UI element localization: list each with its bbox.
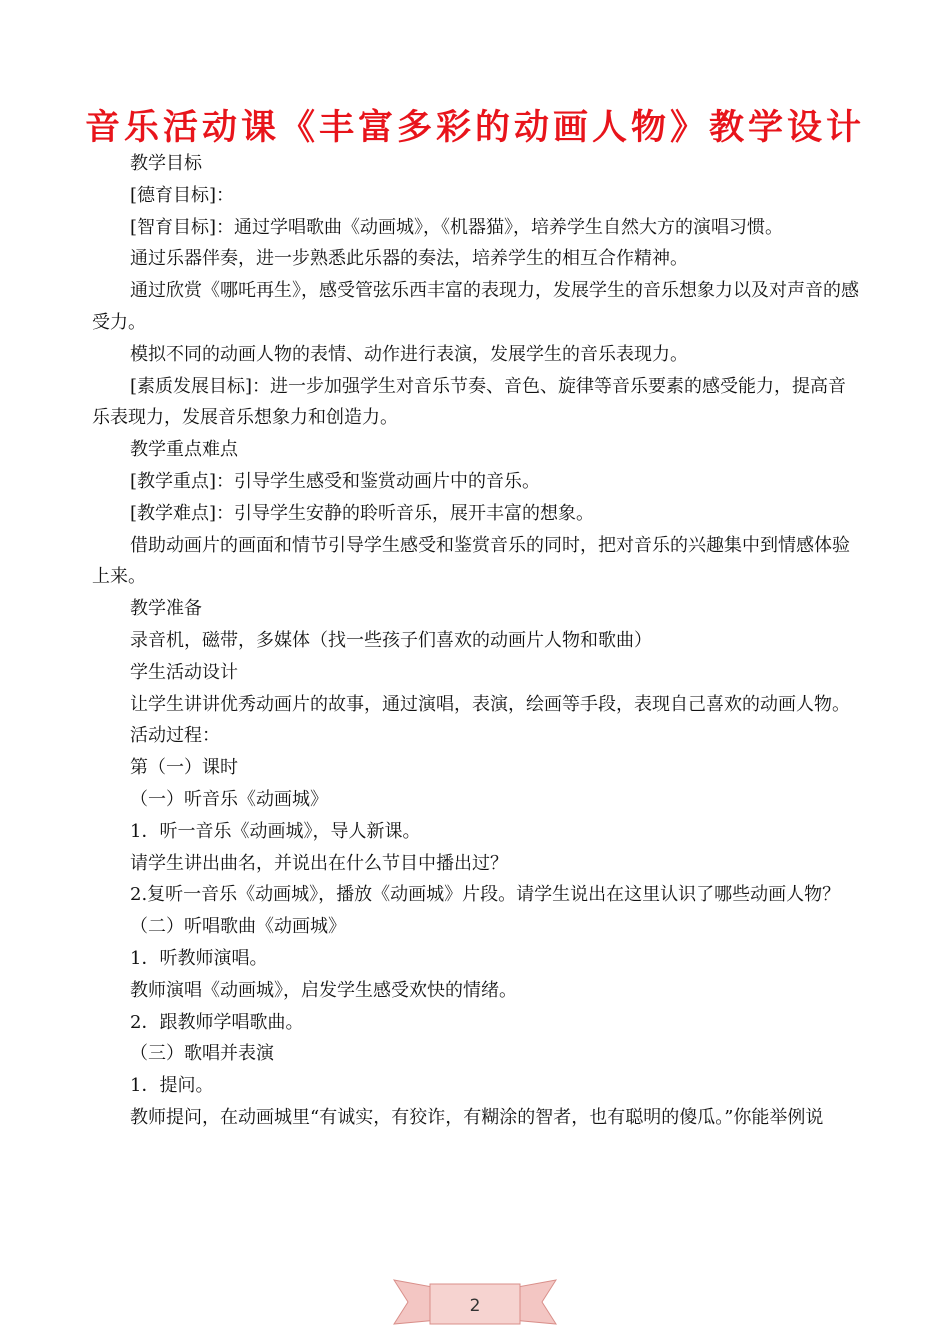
paragraph: 活动过程： [130,725,220,747]
paragraph: [教学重点]：引导学生感受和鉴赏动画片中的音乐。 [130,470,541,492]
page-number-ribbon [390,1270,560,1330]
paragraph: 让学生讲讲优秀动画片的故事，通过演唱，表演，绘画等手段，表现自己喜欢的动画人物。 [130,693,850,715]
subsection-heading: （三）歌唱并表演 [130,1043,274,1065]
paragraph: 录音机，磁带，多媒体（找一些孩子们喜欢的动画片人物和歌曲） [130,629,652,651]
section-heading: 教学重点难点 [130,439,238,461]
paragraph: 1．听一音乐《动画城》，导人新课。 [130,820,421,842]
paragraph: 1．听教师演唱。 [130,947,268,969]
document-title: 音乐活动课《丰富多彩的动画人物》教学设计 [84,108,865,148]
paragraph: [教学难点]：引导学生安静的聆听音乐，展开丰富的想象。 [130,502,595,524]
paragraph: 模拟不同的动画人物的表情、动作进行表演，发展学生的音乐表现力。 [130,343,688,365]
section-heading: 教学准备 [130,598,202,620]
paragraph: [德育目标]： [130,184,235,206]
paragraph: 1．提问。 [130,1075,214,1097]
paragraph: 通过乐器伴奏，进一步熟悉此乐器的奏法，培养学生的相互合作精神。 [130,248,688,270]
paragraph: [素质发展目标]：进一步加强学生对音乐节奏、音色、旋律等音乐要素的感受能力，提高音乐表现力，发展音乐想象力和创造力。 [92,375,847,429]
page-number: 2 [469,1296,481,1316]
paragraph: 教师提问，在动画城里“有诚实，有狡诈，有糊涂的智者，也有聪明的傻瓜。”你能举例说 [130,1106,824,1128]
section-heading: 教学目标 [130,153,202,174]
paragraph: [智育目标]：通过学唱歌曲《动画城》，《机器猫》，培养学生自然大方的演唱习惯。 [130,216,784,238]
paragraph: 借助动画片的画面和情节引导学生感受和鉴赏音乐的同时，把对音乐的兴趣集中到情感体验上来。 [92,534,850,588]
paragraph: 教师演唱《动画城》，启发学生感受欢快的情绪。 [130,979,517,1001]
paragraph: 通过欣赏《哪吒再生》，感受管弦乐西丰富的表现力，发展学生的音乐想象力以及对声音的感受力。 [92,280,859,333]
section-heading: 学生活动设计 [130,661,238,683]
paragraph: 请学生讲出曲名，并说出在什么节目中播出过？ [130,852,508,874]
subsection-heading: （一）听音乐《动画城》 [130,788,328,810]
subsection-heading: （二）听唱歌曲《动画城》 [130,916,346,938]
paragraph: 2.复听一音乐《动画城》，播放《动画城》片段。请学生说出在这里认识了哪些动画人物？ [130,884,841,906]
paragraph: 第（一）课时 [130,757,238,779]
document-body [92,148,860,1134]
paragraph: 2．跟教师学唱歌曲。 [130,1011,304,1033]
